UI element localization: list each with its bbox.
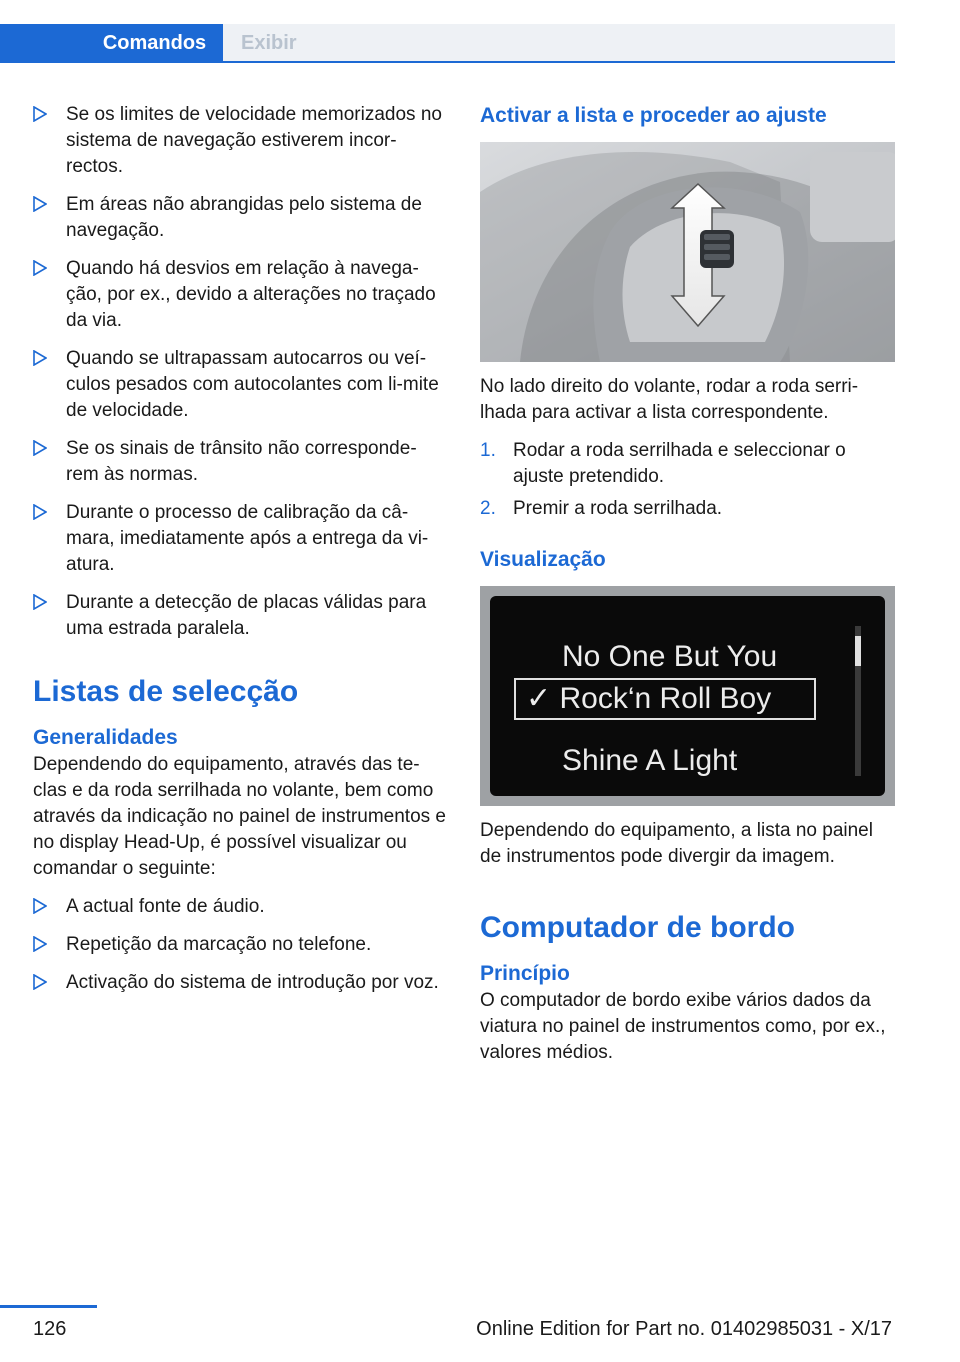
display-item-selected: ✓ Rock‘n Roll Boy (514, 678, 816, 720)
subsection-title-general: Generalidades (33, 726, 178, 749)
step-text: Premir a roda serrilhada. (513, 498, 723, 519)
list-item-text: Durante o processo de calibração da câ‐mara, imediatamente após a entrega da vi‐atura. (66, 502, 429, 575)
triangle-bullet-icon (33, 504, 47, 520)
heading-activate-list: Activar a lista e proceder ao ajuste (480, 104, 827, 127)
display-paragraph: Dependendo do equipamento, a lista no painel de instrumentos pode divergir da imagem. (480, 820, 873, 867)
list-item (33, 894, 448, 920)
list-item (33, 102, 448, 180)
triangle-bullet-icon (33, 350, 47, 366)
list-item (33, 932, 448, 958)
list-item (33, 590, 448, 642)
instrument-display-image (480, 586, 895, 806)
display-scrollbar-thumb (855, 636, 861, 666)
list-item (33, 256, 448, 334)
display-item: Shine A Light (562, 744, 738, 777)
tab-underline (0, 61, 895, 63)
list-item (33, 970, 448, 996)
triangle-bullet-icon (33, 106, 47, 122)
computer-paragraph: O computador de bordo exibe vários dados da viatura no painel de instrumentos como, por ex., valores médios. (480, 990, 886, 1063)
step-text: Rodar a roda serrilhada e seleccionar o ajuste pretendido. (513, 440, 846, 487)
list-item-text: Quando se ultrapassam autocarros ou veí‐culos pesados com autocolantes com li‐mite de velocidade. (66, 348, 439, 421)
list-item-text: Durante a detecção de placas válidas para uma estrada paralela. (66, 592, 427, 639)
step-number: 1. (480, 440, 496, 461)
page-number: 126 (33, 1318, 67, 1340)
display-screen (490, 596, 885, 796)
edition-info: Online Edition for Part no. 01402985031 - X/17 (476, 1318, 892, 1340)
display-item: No One But You (562, 640, 778, 673)
triangle-bullet-icon (33, 974, 47, 990)
conditions-list (33, 102, 448, 642)
footer-accent-line (0, 1305, 97, 1308)
tab-exibir[interactable]: Exibir (223, 24, 895, 62)
list-item-text: Se os sinais de trânsito não corresponde‐rem às normas. (66, 438, 417, 485)
features-list (33, 894, 448, 996)
tab-comandos[interactable]: Comandos (0, 24, 223, 62)
heading-display: Visualização (480, 548, 606, 571)
triangle-bullet-icon (33, 440, 47, 456)
general-paragraph: Dependendo do equipamento, através das te‐clas e da roda serrilhada no volante, bem como através da indicação no painel de instrumentos e no display Head-Up, é possível visualizar ou comandar o seguinte: (33, 754, 446, 879)
section-title-selection-lists: Listas de selecção (33, 675, 299, 708)
triangle-bullet-icon (33, 260, 47, 276)
subsection-title-principle: Princípio (480, 962, 570, 985)
triangle-bullet-icon (33, 936, 47, 952)
steps-list (480, 438, 895, 522)
section-title-onboard-computer: Computador de bordo (480, 911, 795, 944)
right-column (480, 102, 895, 1066)
list-item-text: Activação do sistema de introdução por voz. (66, 972, 439, 993)
top-navigation (0, 0, 960, 62)
triangle-bullet-icon (33, 196, 47, 212)
list-item (480, 438, 895, 490)
step-number: 2. (480, 498, 496, 519)
list-item (33, 500, 448, 578)
list-item (480, 496, 895, 522)
list-item-text: Quando há desvios em relação à navega‐ção, por ex., devido a alterações no traçado da via. (66, 258, 436, 331)
steering-wheel-image (480, 142, 895, 362)
adjust-paragraph: No lado direito do volante, rodar a roda serri‐lhada para activar a lista correspondente. (480, 376, 859, 423)
list-item (33, 346, 448, 424)
list-item-text: Repetição da marcação no telefone. (66, 934, 372, 955)
triangle-bullet-icon (33, 898, 47, 914)
list-item (33, 192, 448, 244)
triangle-bullet-icon (33, 594, 47, 610)
list-item (33, 436, 448, 488)
list-item-text: Em áreas não abrangidas pelo sistema de navegação. (66, 194, 422, 241)
list-item-text: Se os limites de velocidade memorizados no sistema de navegação estiverem incor‐rectos. (66, 104, 442, 177)
left-column (33, 102, 448, 1008)
list-item-text: A actual fonte de áudio. (66, 896, 265, 917)
